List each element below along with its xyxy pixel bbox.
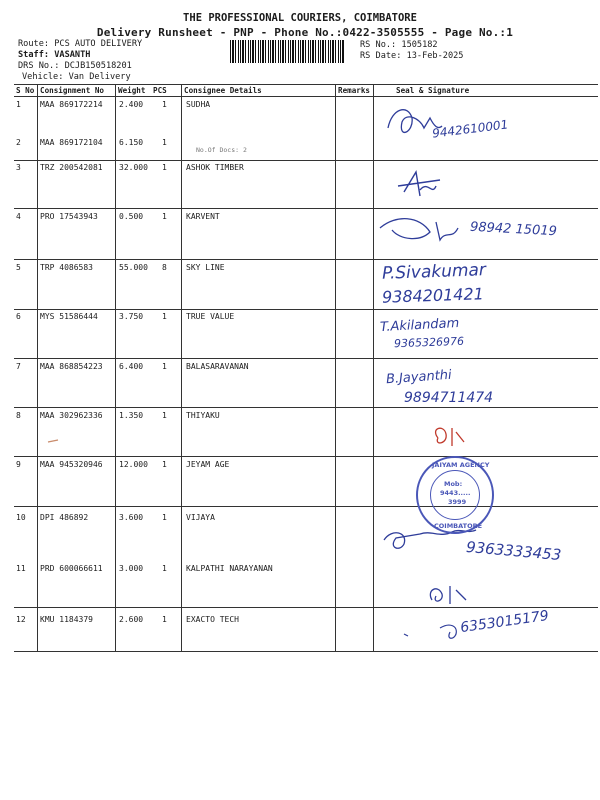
row-sno: 2 (16, 138, 21, 147)
row-weight: 32.000 (119, 163, 148, 172)
row-pcs: 1 (162, 138, 167, 147)
signature-scribble-4 (380, 219, 458, 240)
signature-text-7-name: B.Jayanthi (385, 367, 453, 388)
stray-mark (48, 440, 58, 442)
signature-text-12-phone: 6353015179 (459, 607, 550, 637)
row-consignee: BALASARAVANAN (186, 362, 249, 371)
signature-text-7-phone: 9894711474 (404, 390, 494, 406)
col-consignee-header: Consignee Details (184, 86, 262, 95)
signature-text-5-phone: 9384201421 (381, 284, 485, 307)
company-title: THE PROFESSIONAL COURIERS, COIMBATORE (183, 12, 417, 24)
row-consignment-no: PRD 600066611 (40, 564, 103, 573)
row-pcs: 1 (162, 564, 167, 573)
signature-text-4: 98942 15019 (469, 219, 558, 240)
runsheet-subtitle: Delivery Runsheet - PNP - Phone No.:0422-3505555 - Page No.:1 (96, 26, 514, 39)
row-sno: 4 (16, 212, 21, 221)
row-sno: 6 (16, 312, 21, 321)
row-sno: 1 (16, 100, 21, 109)
row-consignee: ASHOK TIMBER (186, 163, 244, 172)
rs-number: RS No.: 1505182 (360, 40, 438, 50)
col-sno-header: S No (16, 86, 35, 95)
company-seal-stamp (416, 456, 494, 534)
row-pcs: 8 (162, 263, 167, 272)
col-pcs-header: PCS (153, 86, 167, 95)
row-weight: 3.600 (119, 513, 144, 522)
row-sno: 8 (16, 411, 21, 420)
signature-text-10-phone: 9363333453 (465, 537, 563, 565)
row-consignee: KALPATHI NARAYANAN (186, 564, 273, 573)
row-consignment-no: KMU 1184379 (40, 615, 93, 624)
row-weight: 3.000 (119, 564, 144, 573)
row-sno: 3 (16, 163, 21, 172)
signature-text-6-name: T.Akilandam (379, 315, 460, 336)
signature-text-6-phone: 9365326976 (393, 334, 465, 351)
row-weight: 2.600 (119, 615, 144, 624)
col-remarks-header: Remarks (338, 86, 371, 95)
signature-scribble-3 (398, 172, 440, 196)
row-consignee: SKY LINE (186, 263, 225, 272)
row-weight: 1.350 (119, 411, 144, 420)
row-consignment-no: DPI 486892 (40, 513, 89, 522)
row-pcs: 1 (162, 460, 167, 469)
row-pcs: 1 (162, 615, 167, 624)
vehicle-label: Vehicle: Van Delivery (22, 72, 131, 82)
rs-date: RS Date: 13-Feb-2025 (360, 51, 464, 61)
signature-text-1: 9442610001 (431, 117, 509, 141)
row-pcs: 1 (162, 411, 167, 420)
signature-scribble-12 (404, 625, 456, 638)
row-weight: 55.000 (119, 263, 148, 272)
stamp-number-text: 9443..... (440, 489, 471, 497)
stamp-number2-text: 3999 (448, 498, 467, 506)
docs-note: No.Of Docs: 2 (196, 146, 247, 154)
row-consignee: THIYAKU (186, 411, 220, 420)
signature-scribble-8 (436, 428, 464, 446)
row-sno: 12 (16, 615, 26, 624)
row-weight: 6.400 (119, 362, 144, 371)
row-weight: 6.150 (119, 138, 144, 147)
row-weight: 3.750 (119, 312, 144, 321)
col-weight-header: Weight (118, 86, 146, 95)
row-pcs: 1 (162, 312, 167, 321)
row-consignment-no: MAA 302962336 (40, 411, 103, 420)
row-weight: 0.500 (119, 212, 144, 221)
row-consignment-no: MYS 51586444 (40, 312, 98, 321)
col-consignment-header: Consignment No (40, 86, 105, 95)
row-consignment-no: TRP 4086583 (40, 263, 93, 272)
row-pcs: 1 (162, 362, 167, 371)
row-pcs: 1 (162, 513, 167, 522)
signature-text-5-name: P.Sivakumar (381, 260, 487, 284)
row-pcs: 1 (162, 212, 167, 221)
row-sno: 7 (16, 362, 21, 371)
route-label: Route: PCS AUTO DELIVERY (18, 39, 143, 49)
col-seal-header: Seal & Signature (396, 86, 470, 95)
row-consignee: VIJAYA (186, 513, 215, 522)
row-weight: 12.000 (119, 460, 148, 469)
stamp-mob-text: Mob: (444, 480, 463, 488)
row-consignee: JEYAM AGE (186, 460, 230, 469)
row-consignment-no: MAA 869172214 (40, 100, 103, 109)
row-sno: 10 (16, 513, 26, 522)
signature-scribble-11 (430, 586, 466, 604)
row-consignee: KARVENT (186, 212, 220, 221)
row-consignment-no: MAA 868854223 (40, 362, 103, 371)
row-consignment-no: MAA 945320946 (40, 460, 103, 469)
staff-label: Staff: VASANTH (18, 50, 91, 60)
row-consignment-no: MAA 869172104 (40, 138, 103, 147)
row-consignment-no: PRO 17543943 (40, 212, 98, 221)
row-pcs: 1 (162, 100, 167, 109)
drs-number: DRS No.: DCJB150518201 (18, 61, 132, 71)
stamp-top-text: JAIYAM AGENCY (432, 461, 490, 469)
row-sno: 11 (16, 564, 26, 573)
row-consignment-no: TRZ 200542081 (40, 163, 103, 172)
row-consignee: EXACTO TECH (186, 615, 239, 624)
row-sno: 5 (16, 263, 21, 272)
row-consignee: SUDHA (186, 100, 211, 109)
row-pcs: 1 (162, 163, 167, 172)
stamp-bottom-text: COIMBATORE (434, 522, 483, 530)
row-sno: 9 (16, 460, 21, 469)
row-consignee: TRUE VALUE (186, 312, 235, 321)
row-weight: 2.400 (119, 100, 144, 109)
